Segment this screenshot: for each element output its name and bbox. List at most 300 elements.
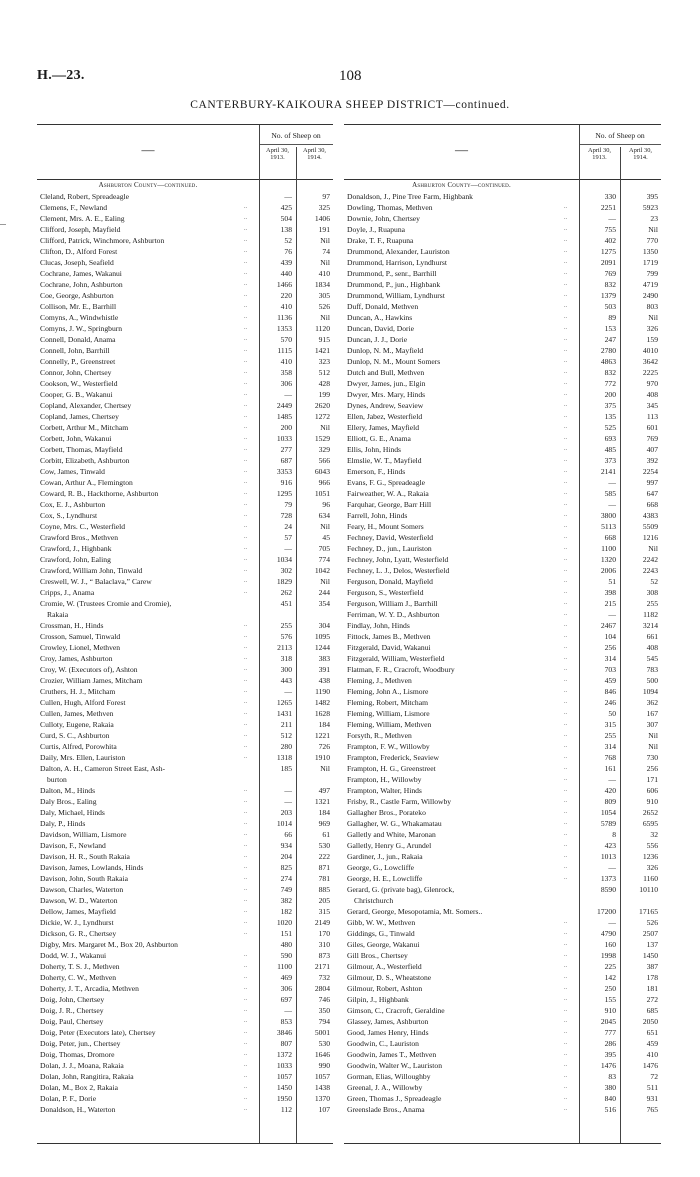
owner-name: Clifford, Patrick, Winchmore, Ashburton bbox=[40, 235, 165, 245]
sheep-count-1913: 1450 bbox=[276, 1082, 292, 1092]
sheep-count-1914: 395 bbox=[646, 191, 658, 201]
left-table-row bbox=[37, 511, 333, 521]
owner-name: Gilpin, J., Highbank bbox=[347, 994, 409, 1004]
sheep-count-1913: 4863 bbox=[600, 356, 616, 366]
leader-dots: .. bbox=[244, 434, 247, 441]
sheep-count-1913: — bbox=[284, 1005, 292, 1015]
sheep-count-1914: 410 bbox=[318, 268, 330, 278]
left-sheep-count-header: No. of Sheep on bbox=[259, 129, 333, 145]
left-table-row bbox=[37, 852, 333, 862]
sheep-count-1914: 113 bbox=[646, 411, 658, 421]
owner-name: Curtis, Alfred, Porowhita bbox=[40, 741, 117, 751]
leader-dots: .. bbox=[244, 643, 247, 650]
owner-name: Donaldson, J., Pine Tree Farm, Highbank bbox=[347, 191, 473, 201]
leader-dots: .. bbox=[244, 368, 247, 375]
sheep-count-1913: 142 bbox=[604, 972, 616, 982]
owner-name: Creswell, W. J., “ Balaclava,” Carew bbox=[40, 576, 152, 586]
sheep-count-1914: 783 bbox=[646, 664, 658, 674]
owner-name: Gilmour, D. S., Wheatstone bbox=[347, 972, 432, 982]
sheep-count-1913: 161 bbox=[604, 763, 616, 773]
sheep-count-1914: 178 bbox=[646, 972, 658, 982]
sheep-count-1914: 345 bbox=[646, 400, 658, 410]
sheep-count-1914: 511 bbox=[646, 1082, 658, 1092]
leader-dots: .. bbox=[244, 533, 247, 540]
sheep-count-1913: 318 bbox=[280, 653, 292, 663]
sheep-count-1913: — bbox=[284, 785, 292, 795]
leader-dots: .. bbox=[564, 445, 567, 452]
sheep-count-1913: 155 bbox=[604, 994, 616, 1004]
right-table-row bbox=[344, 940, 661, 950]
sheep-count-1914: 310 bbox=[318, 939, 330, 949]
leader-dots: .. bbox=[244, 1050, 247, 1057]
owner-name: Flatman, F. R., Cracroft, Woodbury bbox=[347, 664, 455, 674]
leader-dots: .. bbox=[564, 610, 567, 617]
report-code: H.—23. bbox=[37, 68, 85, 83]
left-table-row bbox=[37, 599, 333, 609]
sheep-count-1913: 1379 bbox=[600, 290, 616, 300]
leader-dots: .. bbox=[244, 698, 247, 705]
sheep-count-1914: 512 bbox=[318, 367, 330, 377]
sheep-count-1913: 772 bbox=[604, 378, 616, 388]
right-table-row bbox=[344, 797, 661, 807]
leader-dots: .. bbox=[244, 830, 247, 837]
owner-name: Doig, J. R., Chertsey bbox=[40, 1005, 104, 1015]
sheep-count-1913: 215 bbox=[604, 598, 616, 608]
sheep-count-1913: 76 bbox=[284, 246, 292, 256]
sheep-count-1913: 576 bbox=[280, 631, 292, 641]
owner-name: Cullen, James, Methven bbox=[40, 708, 114, 718]
sheep-count-1914: 2242 bbox=[642, 554, 658, 564]
owner-name: Drummond, William, Lyndhurst bbox=[347, 290, 445, 300]
owner-name: Ferguson, Donald, Mayfield bbox=[347, 576, 433, 586]
right-table-row bbox=[344, 214, 661, 224]
sheep-count-1913: 104 bbox=[604, 631, 616, 641]
owner-name: Coe, George, Ashburton bbox=[40, 290, 114, 300]
left-table-row bbox=[37, 566, 333, 576]
owner-name: Corbett, Arthur M., Mitcham bbox=[40, 422, 129, 432]
sheep-count-1914: 765 bbox=[646, 1104, 658, 1114]
owner-name: Dickie, W. J., Lyndhurst bbox=[40, 917, 114, 927]
sheep-count-1913: 398 bbox=[604, 587, 616, 597]
leader-dots: .. bbox=[564, 731, 567, 738]
leader-dots: .. bbox=[244, 291, 247, 298]
sheep-count-1913: 1431 bbox=[276, 708, 292, 718]
sheep-count-1914: 1719 bbox=[642, 257, 658, 267]
owner-name: Daily, Mrs. Ellen, Lauriston bbox=[40, 752, 126, 762]
left-name-column-header: — bbox=[141, 142, 155, 157]
owner-name: Goodwin, C., Lauriston bbox=[347, 1038, 419, 1048]
sheep-count-1914: 526 bbox=[646, 917, 658, 927]
leader-dots: .. bbox=[244, 1039, 247, 1046]
sheep-count-1914: 137 bbox=[646, 939, 658, 949]
right-table-row bbox=[344, 599, 661, 609]
owner-name: Doherty, T. S. J., Methven bbox=[40, 961, 120, 971]
left-table-row bbox=[37, 313, 333, 323]
right-table-row bbox=[344, 1050, 661, 1060]
leader-dots: .. bbox=[244, 412, 247, 419]
leader-dots: .. bbox=[244, 665, 247, 672]
owner-name: Fleming, William, Lismore bbox=[347, 708, 430, 718]
sheep-count-1913: 459 bbox=[604, 675, 616, 685]
leader-dots: .. bbox=[564, 665, 567, 672]
leader-dots: .. bbox=[244, 203, 247, 210]
leader-dots: .. bbox=[564, 962, 567, 969]
sheep-count-1913: 693 bbox=[604, 433, 616, 443]
sheep-count-1913: 200 bbox=[280, 422, 292, 432]
sheep-count-1913: 315 bbox=[604, 719, 616, 729]
left-table-row bbox=[37, 643, 333, 653]
sheep-count-1914: 32 bbox=[650, 829, 658, 839]
right-table-row bbox=[344, 731, 661, 741]
owner-name: Coward, R. B., Hackthorne, Ashburton bbox=[40, 488, 159, 498]
sheep-count-1914: 500 bbox=[646, 675, 658, 685]
sheep-count-1913: 57 bbox=[284, 532, 292, 542]
sheep-count-1913: 423 bbox=[604, 840, 616, 850]
owner-name: Crossman, H., Hinds bbox=[40, 620, 104, 630]
left-table-row bbox=[37, 764, 333, 774]
sheep-count-1913: 2780 bbox=[600, 345, 616, 355]
owner-name: Dunlop, N. M., Mount Somers bbox=[347, 356, 441, 366]
sheep-count-1913: 1373 bbox=[600, 873, 616, 883]
sheep-count-1914: 1236 bbox=[642, 851, 658, 861]
sheep-count-1914: 2254 bbox=[642, 466, 658, 476]
owner-name: Drummond, P., senr., Barrhill bbox=[347, 268, 437, 278]
sheep-count-1914: 2652 bbox=[642, 807, 658, 817]
sheep-count-1914: 566 bbox=[318, 455, 330, 465]
owner-name: Davison, H. R., South Rakaia bbox=[40, 851, 130, 861]
sheep-count-1914: 23 bbox=[650, 213, 658, 223]
owner-name: Davison, James, Lowlands, Hinds bbox=[40, 862, 144, 872]
sheep-count-1914: 6043 bbox=[314, 466, 330, 476]
owner-name: Crowley, Lionel, Methven bbox=[40, 642, 121, 652]
sheep-count-1914: 668 bbox=[646, 499, 658, 509]
sheep-count-1913: 306 bbox=[280, 983, 292, 993]
leader-dots: .. bbox=[564, 324, 567, 331]
sheep-count-1913: 1485 bbox=[276, 411, 292, 421]
right-table-row bbox=[344, 918, 661, 928]
leader-dots: .. bbox=[564, 236, 567, 243]
right-table-row bbox=[344, 390, 661, 400]
right-table-row bbox=[344, 247, 661, 257]
right-table-row bbox=[344, 489, 661, 499]
sheep-count-1913: 17200 bbox=[597, 906, 616, 916]
owner-name: Fechney, D., jun., Lauriston bbox=[347, 543, 432, 553]
owner-name: Cox, S., Lyndhurst bbox=[40, 510, 98, 520]
sheep-count-1913: 211 bbox=[280, 719, 292, 729]
sheep-count-1913: 1275 bbox=[600, 246, 616, 256]
left-table-row bbox=[37, 203, 333, 213]
right-table-row bbox=[344, 1017, 661, 1027]
leader-dots: .. bbox=[244, 654, 247, 661]
right-section-heading: Ashburton County—continued. bbox=[412, 181, 511, 189]
sheep-count-1914: 990 bbox=[318, 1060, 330, 1070]
sheep-count-1914: Nil bbox=[648, 741, 658, 751]
sheep-count-1913: 768 bbox=[604, 752, 616, 762]
owner-name: Ferguson, William J., Barrhill bbox=[347, 598, 438, 608]
right-table-row bbox=[344, 456, 661, 466]
sheep-count-1913: 138 bbox=[280, 224, 292, 234]
owner-name: Comyns, J. W., Springburn bbox=[40, 323, 123, 333]
left-table bbox=[37, 124, 333, 1144]
sheep-count-1913: 277 bbox=[280, 444, 292, 454]
leader-dots: .. bbox=[564, 621, 567, 628]
margin-mark bbox=[0, 224, 6, 225]
left-table-row bbox=[37, 412, 333, 422]
sheep-count-1913: 51 bbox=[608, 576, 616, 586]
leader-dots: .. bbox=[244, 313, 247, 320]
leader-dots: .. bbox=[564, 555, 567, 562]
owner-name: Ellery, James, Mayfield bbox=[347, 422, 420, 432]
right-table-row bbox=[344, 709, 661, 719]
leader-dots: .. bbox=[564, 797, 567, 804]
leader-dots: .. bbox=[244, 390, 247, 397]
leader-dots: .. bbox=[244, 280, 247, 287]
owner-name: Goodwin, Walter W., Lauriston bbox=[347, 1060, 443, 1070]
sheep-count-1914: Nil bbox=[320, 521, 330, 531]
sheep-count-1914: 350 bbox=[318, 1005, 330, 1015]
leader-dots: .. bbox=[244, 258, 247, 265]
sheep-count-1914: 438 bbox=[318, 675, 330, 685]
owner-name: Doherty, C. W., Methven bbox=[40, 972, 117, 982]
owner-name: Davison, F., Newland bbox=[40, 840, 106, 850]
owner-name: Dawson, Charles, Waterton bbox=[40, 884, 124, 894]
leader-dots: .. bbox=[564, 346, 567, 353]
sheep-count-1914: 97 bbox=[322, 191, 330, 201]
leader-dots: .. bbox=[244, 1072, 247, 1079]
leader-dots: .. bbox=[244, 907, 247, 914]
sheep-count-1913: 777 bbox=[604, 1027, 616, 1037]
right-table-row bbox=[344, 445, 661, 455]
sheep-count-1914: 651 bbox=[646, 1027, 658, 1037]
sheep-count-1913: 380 bbox=[604, 1082, 616, 1092]
left-table-row bbox=[37, 258, 333, 268]
sheep-count-1914: 191 bbox=[318, 224, 330, 234]
sheep-count-1913: 1136 bbox=[277, 312, 292, 322]
owner-name: Dunlop, N. M., Mayfield bbox=[347, 345, 424, 355]
sheep-count-1914: 1216 bbox=[642, 532, 658, 542]
sheep-count-1914: 1042 bbox=[314, 565, 330, 575]
left-table-row bbox=[37, 676, 333, 686]
sheep-count-1913: 832 bbox=[604, 367, 616, 377]
leader-dots: .. bbox=[244, 808, 247, 815]
sheep-count-1913: 358 bbox=[280, 367, 292, 377]
right-table-row bbox=[344, 698, 661, 708]
owner-name: Dwyer, James, jun., Elgin bbox=[347, 378, 426, 388]
owner-name: Galletly, Henry G., Arundel bbox=[347, 840, 432, 850]
leader-dots: .. bbox=[564, 313, 567, 320]
owner-name: Corbett, John, Wakanui bbox=[40, 433, 112, 443]
sheep-count-1914: 408 bbox=[646, 642, 658, 652]
owner-name: Donaldson, H., Waterton bbox=[40, 1104, 116, 1114]
sheep-count-1913: 832 bbox=[604, 279, 616, 289]
leader-dots: .. bbox=[564, 357, 567, 364]
sheep-count-1913: 807 bbox=[280, 1038, 292, 1048]
sheep-count-1914: 3642 bbox=[642, 356, 658, 366]
owner-name: Fechney, L. J., Delos, Westerfield bbox=[347, 565, 450, 575]
owner-name: Good, James Henry, Hinds bbox=[347, 1027, 429, 1037]
sheep-count-1914: 305 bbox=[318, 290, 330, 300]
sheep-count-1914: 526 bbox=[318, 301, 330, 311]
owner-name: Clement, Mrs. A. E., Ealing bbox=[40, 213, 125, 223]
sheep-count-1913: — bbox=[608, 609, 616, 619]
sheep-count-1913: 382 bbox=[280, 895, 292, 905]
left-table-row bbox=[37, 522, 333, 532]
sheep-count-1914: 323 bbox=[318, 356, 330, 366]
owner-name: Gibb, W. W., Methven bbox=[347, 917, 416, 927]
left-table-header bbox=[37, 125, 333, 180]
sheep-count-1914: 255 bbox=[646, 598, 658, 608]
owner-name: Dolan, J. J., Moana, Rakaia bbox=[40, 1060, 124, 1070]
left-table-row bbox=[37, 533, 333, 543]
sheep-count-1913: 3353 bbox=[276, 466, 292, 476]
right-table-row bbox=[344, 335, 661, 345]
left-section-heading: Ashburton County—continued. bbox=[98, 181, 198, 189]
leader-dots: .. bbox=[244, 225, 247, 232]
leader-dots: .. bbox=[244, 962, 247, 969]
left-table-row bbox=[37, 885, 333, 895]
sheep-count-1913: 910 bbox=[604, 1005, 616, 1015]
owner-name: Ellis, John, Hinds bbox=[347, 444, 402, 454]
left-table-row bbox=[37, 1094, 333, 1104]
right-table-row bbox=[344, 632, 661, 642]
sheep-count-1913: 1829 bbox=[276, 576, 292, 586]
left-table-row bbox=[37, 357, 333, 367]
owner-name: Greenal, J. A., Willowby bbox=[347, 1082, 423, 1092]
sheep-count-1913: 1320 bbox=[600, 554, 616, 564]
owner-name: Fechney, David, Westerfield bbox=[347, 532, 434, 542]
left-table-row bbox=[37, 654, 333, 664]
owner-name: Gilmour, Robert, Ashton bbox=[347, 983, 423, 993]
left-table-row bbox=[37, 346, 333, 356]
owner-name: Comyns, A., Windwhistle bbox=[40, 312, 119, 322]
owner-name: Fairweather, W. A., Rakaia bbox=[347, 488, 429, 498]
owner-name: Fleming, William, Methven bbox=[347, 719, 432, 729]
owner-name: Duncan, David, Dorie bbox=[347, 323, 415, 333]
leader-dots: .. bbox=[244, 896, 247, 903]
owner-name: Davidson, William, Lismore bbox=[40, 829, 127, 839]
sheep-count-1913: 439 bbox=[280, 257, 292, 267]
right-table-row bbox=[344, 830, 661, 840]
leader-dots: .. bbox=[564, 973, 567, 980]
owner-name: Drummond, P., jun., Highbank bbox=[347, 279, 441, 289]
sheep-count-1914: 1094 bbox=[642, 686, 658, 696]
owner-name: Farrell, John, Hinds bbox=[347, 510, 408, 520]
left-table-row bbox=[37, 1017, 333, 1027]
leader-dots: .. bbox=[564, 874, 567, 881]
sheep-count-1913: 151 bbox=[280, 928, 292, 938]
owner-name: Gorman, Elias, Willoughby bbox=[347, 1071, 431, 1081]
leader-dots: .. bbox=[244, 1105, 247, 1112]
owner-name: Fittock, James B., Methven bbox=[347, 631, 431, 641]
right-table-row bbox=[344, 379, 661, 389]
leader-dots: .. bbox=[564, 1094, 567, 1101]
left-table-row bbox=[37, 291, 333, 301]
leader-dots: .. bbox=[244, 324, 247, 331]
sheep-count-1914: 45 bbox=[322, 532, 330, 542]
leader-dots: .. bbox=[564, 1083, 567, 1090]
sheep-count-1914: 5509 bbox=[642, 521, 658, 531]
owner-name: Daly Bros., Ealing bbox=[40, 796, 97, 806]
sheep-count-1914: 910 bbox=[646, 796, 658, 806]
sheep-count-1914: 497 bbox=[318, 785, 330, 795]
owner-name: Duff, Donald, Methven bbox=[347, 301, 419, 311]
sheep-count-1914: 5001 bbox=[314, 1027, 330, 1037]
right-table-row bbox=[344, 555, 661, 565]
left-table-row bbox=[37, 368, 333, 378]
sheep-count-1913: 314 bbox=[604, 741, 616, 751]
leader-dots: .. bbox=[564, 412, 567, 419]
owner-name: Crosson, Samuel, Tinwald bbox=[40, 631, 121, 641]
sheep-count-1913: — bbox=[608, 862, 616, 872]
left-table-row bbox=[37, 918, 333, 928]
left-table-row bbox=[37, 940, 333, 950]
sheep-count-1914: 181 bbox=[646, 983, 658, 993]
left-table-row bbox=[37, 1028, 333, 1038]
leader-dots: .. bbox=[244, 511, 247, 518]
owner-name: Goodwin, James T., Methven bbox=[347, 1049, 437, 1059]
right-table-row bbox=[344, 885, 661, 895]
owner-name: Dynes, Andrew, Seaview bbox=[347, 400, 424, 410]
right-table bbox=[344, 124, 661, 1144]
owner-name: Doig, Thomas, Dromore bbox=[40, 1049, 115, 1059]
owner-name: Culloty, Eugene, Rakaia bbox=[40, 719, 114, 729]
owner-name: Daly, P., Hinds bbox=[40, 818, 86, 828]
leader-dots: .. bbox=[564, 401, 567, 408]
sheep-count-1913: 52 bbox=[284, 235, 292, 245]
leader-dots: .. bbox=[564, 863, 567, 870]
sheep-count-1914: 4719 bbox=[642, 279, 658, 289]
leader-dots: .. bbox=[564, 258, 567, 265]
leader-dots: .. bbox=[564, 302, 567, 309]
leader-dots: .. bbox=[244, 423, 247, 430]
leader-dots: .. bbox=[564, 852, 567, 859]
sheep-count-1914: 354 bbox=[318, 598, 330, 608]
right-table-row bbox=[344, 654, 661, 664]
leader-dots: .. bbox=[564, 830, 567, 837]
left-table-row bbox=[37, 214, 333, 224]
right-table-row bbox=[344, 412, 661, 422]
sheep-count-1913: 153 bbox=[604, 323, 616, 333]
leader-dots: .. bbox=[244, 753, 247, 760]
sheep-count-1914: 392 bbox=[646, 455, 658, 465]
sheep-count-1914: 769 bbox=[646, 433, 658, 443]
sheep-count-1914: 107 bbox=[318, 1104, 330, 1114]
right-table-row bbox=[344, 401, 661, 411]
leader-dots: .. bbox=[564, 929, 567, 936]
leader-dots: .. bbox=[244, 445, 247, 452]
sheep-count-1913: — bbox=[608, 774, 616, 784]
sheep-count-1913: 135 bbox=[604, 411, 616, 421]
owner-name: Doyle, J., Ruapuna bbox=[347, 224, 405, 234]
left-table-row bbox=[37, 874, 333, 884]
sheep-count-1913: 373 bbox=[604, 455, 616, 465]
leader-dots: .. bbox=[564, 577, 567, 584]
sheep-count-1913: 410 bbox=[280, 356, 292, 366]
owner-name: Gardiner, J., jun., Rakaia bbox=[347, 851, 423, 861]
right-table-row bbox=[344, 852, 661, 862]
owner-name: Dawson, W. D., Waterton bbox=[40, 895, 118, 905]
sheep-count-1913: 1115 bbox=[277, 345, 292, 355]
left-table-row bbox=[37, 830, 333, 840]
owner-name: Dalton, A. H., Cameron Street East, Ash- bbox=[40, 763, 166, 773]
left-table-row bbox=[37, 379, 333, 389]
sheep-count-1913: 256 bbox=[604, 642, 616, 652]
right-table-row bbox=[344, 621, 661, 631]
sheep-count-1913: 250 bbox=[604, 983, 616, 993]
sheep-count-1914: 184 bbox=[318, 807, 330, 817]
sheep-count-1914: 634 bbox=[318, 510, 330, 520]
owner-name: Doig, Peter, jun., Chertsey bbox=[40, 1038, 121, 1048]
